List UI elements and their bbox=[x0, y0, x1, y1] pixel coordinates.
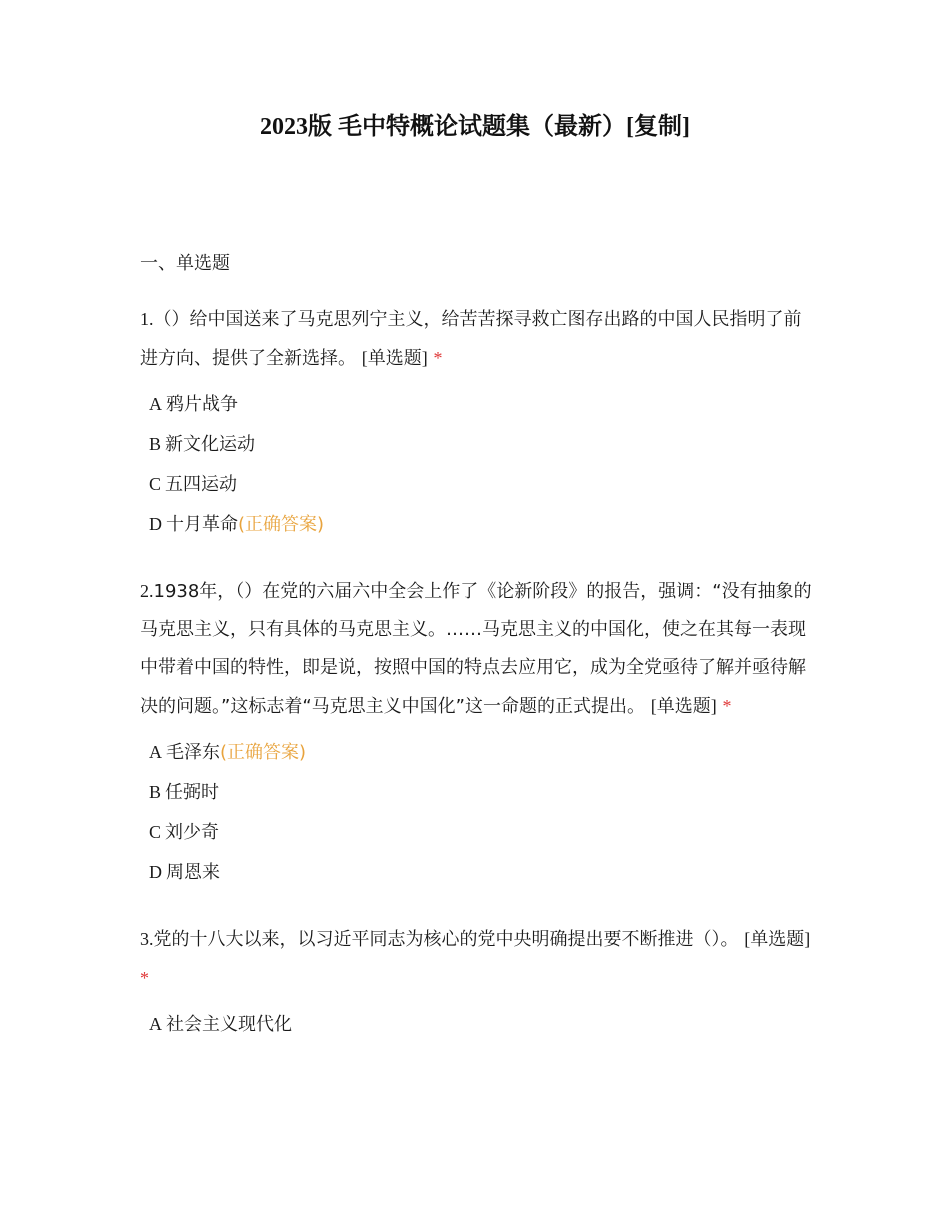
option-b bbox=[149, 772, 816, 812]
option-text: 任弼时 bbox=[165, 782, 220, 803]
option-letter: C bbox=[149, 822, 162, 842]
question-text bbox=[140, 572, 816, 726]
document-title: 2023版 毛中特概论试题集（最新）[复制] bbox=[260, 114, 690, 140]
option-list bbox=[140, 384, 816, 544]
document-content bbox=[140, 246, 816, 1072]
required-mark: * bbox=[722, 696, 732, 716]
question-body: 1938年，（）在党的六届六中全会上作了《论新阶段》的报告，强调：“没有抽象的马克思主义，只有具体的马克思主义。……马克思主义的中国化，使之在其每一表现中带着中国的特性，即是说，按照中国的特点去应用它，成为全党亟待了解并亟待解决的问题。”这标志着“马克思主义中国化”这一命题的正式提出。 bbox=[140, 581, 812, 717]
question-text bbox=[140, 920, 816, 998]
question-number: 1. bbox=[140, 309, 154, 329]
section-heading: 一、单选题 bbox=[140, 253, 230, 274]
question-type-tag: [单选题] bbox=[744, 929, 811, 949]
option-d bbox=[149, 504, 816, 544]
option-letter: A bbox=[149, 742, 162, 762]
option-list bbox=[140, 1004, 816, 1044]
correct-answer-label: (正确答案) bbox=[238, 514, 325, 535]
option-c bbox=[149, 464, 816, 504]
question-type-tag: [单选题] bbox=[361, 348, 428, 368]
option-letter: B bbox=[149, 782, 162, 802]
question-number: 3. bbox=[140, 929, 154, 949]
option-text: 周恩来 bbox=[166, 862, 220, 883]
question-text bbox=[140, 300, 816, 378]
option-text: 五四运动 bbox=[165, 474, 238, 495]
option-letter: D bbox=[149, 514, 162, 534]
question-body: （）给中国送来了马克思列宁主义，给苦苦探寻救亡图存出路的中国人民指明了前进方向、提供了全新选择。 bbox=[140, 309, 802, 369]
question-3 bbox=[140, 920, 816, 1044]
option-list bbox=[140, 732, 816, 892]
option-letter: A bbox=[149, 1014, 162, 1034]
required-mark: * bbox=[140, 968, 149, 988]
option-letter: D bbox=[149, 862, 162, 882]
option-a bbox=[149, 384, 816, 424]
option-d bbox=[149, 852, 816, 892]
option-a bbox=[149, 732, 816, 772]
option-text: 十月革命 bbox=[166, 514, 238, 535]
question-body: 党的十八大以来，以习近平同志为核心的党中央明确提出要不断推进（）。 bbox=[153, 929, 739, 950]
option-text: 社会主义现代化 bbox=[166, 1014, 292, 1035]
option-letter: C bbox=[149, 474, 162, 494]
question-type-tag: [单选题] bbox=[650, 696, 717, 716]
option-text: 新文化运动 bbox=[165, 434, 256, 455]
option-letter: A bbox=[149, 394, 162, 414]
option-text: 鸦片战争 bbox=[166, 394, 238, 415]
option-b bbox=[149, 424, 816, 464]
question-2 bbox=[140, 572, 816, 892]
option-a bbox=[149, 1004, 816, 1044]
option-c bbox=[149, 812, 816, 852]
option-text: 毛泽东 bbox=[166, 742, 220, 763]
option-letter: B bbox=[149, 434, 162, 454]
question-1 bbox=[140, 300, 816, 544]
correct-answer-label: (正确答案) bbox=[220, 742, 307, 763]
option-text: 刘少奇 bbox=[165, 822, 220, 843]
required-mark: * bbox=[433, 348, 443, 368]
question-number: 2. bbox=[140, 581, 154, 601]
